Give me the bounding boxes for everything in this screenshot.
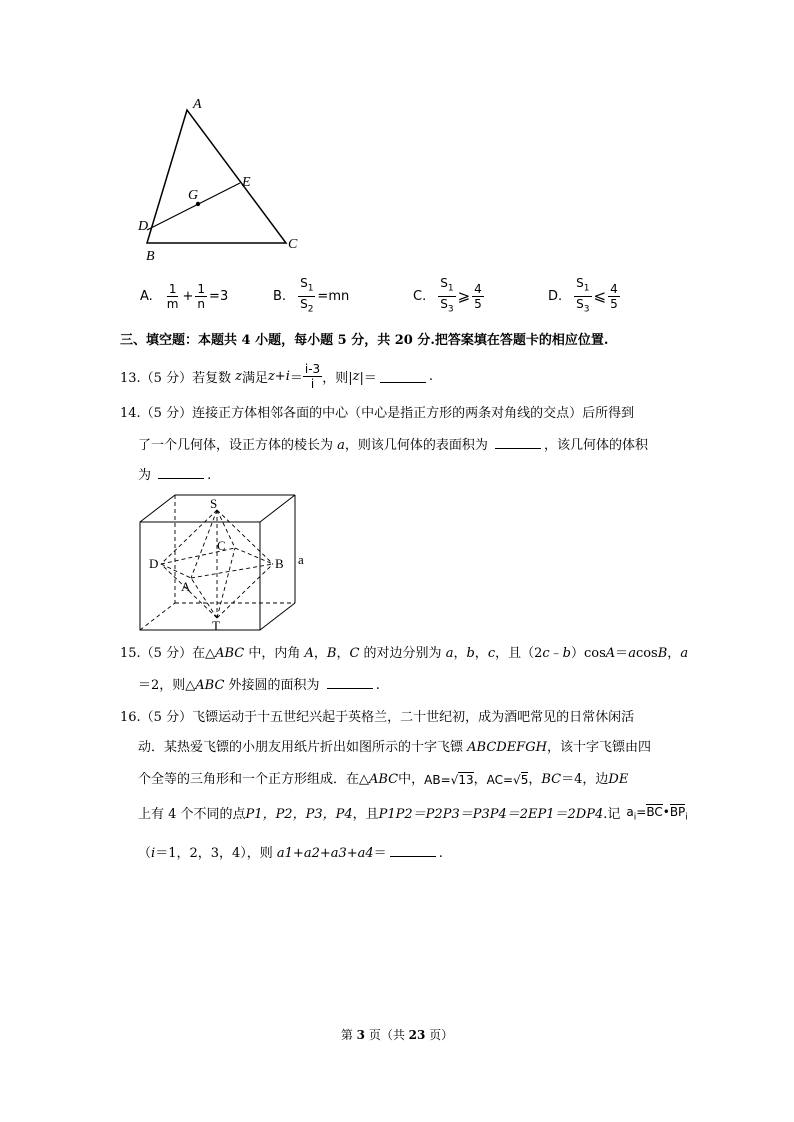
label-a: a <box>298 552 304 567</box>
vector-expression: $a_i=BC•BP_i$ <box>626 805 688 823</box>
triangle-figure <box>130 90 310 265</box>
fraction-1-m: $\frac{1}{m}$ <box>166 281 179 311</box>
fraction-1-n: $\frac{1}{n}$ <box>197 281 206 311</box>
page-footer: 第 3 页（共 23 页） <box>340 1028 454 1042</box>
label-T: T <box>212 618 220 633</box>
fraction-s1-s3: $\frac{S_1}{S_3}$ <box>576 276 590 314</box>
option-a: A. $\frac{1}{m}$ + $\frac{1}{n}$ =3 <box>140 281 229 311</box>
label-D: D <box>138 219 149 234</box>
question-16-line-1: 16.（5 分）飞镖运动于十五世纪兴起于英格兰，二十世纪初，成为酒吧常见的日常休闲活 <box>120 710 635 725</box>
label-E: E <box>242 175 251 190</box>
label-C: C <box>217 538 226 553</box>
answer-blank-13 <box>380 370 426 383</box>
question-16-line-2: 动．某热爱飞镖的小朋友用纸片折出如图所示的十字飞镖 ABCDEFGH，该十字飞镖由四 <box>138 740 651 755</box>
answer-blank-16 <box>390 844 436 857</box>
option-b-label: B. <box>273 288 287 304</box>
label-S: S <box>210 496 218 511</box>
answer-blank-14a <box>495 436 541 449</box>
section-3-heading: 三、填空题：本题共 4 小题，每小题 5 分，共 20 分.把答案填在答题卡的相应位置. <box>120 333 609 348</box>
fraction-s1-s2: $\frac{S_1}{S_2}$ <box>300 276 314 314</box>
label-C: C <box>288 237 298 252</box>
option-c: C. $\frac{S_1}{S_3}$ ⩾ $\frac{4}{5}$ <box>413 276 482 314</box>
label-A: A <box>193 97 202 112</box>
option-d: D. $\frac{S_1}{S_3}$ ⩽ $\frac{4}{5}$ <box>548 276 618 314</box>
question-16-line-3: 个全等的三角形和一个正方形组成．在△ ABC 中， AB= √13 ， AC= √5 ， BC ＝4，边 DE <box>138 772 629 787</box>
label-G: G <box>188 188 199 203</box>
cube-figure <box>135 492 315 637</box>
question-16-line-5: （i＝1，2，3，4），则 a1+a2+a3+a4＝ . <box>138 846 443 861</box>
fraction-4-5: $\frac{4}{5}$ <box>474 281 482 311</box>
label-B: B <box>146 249 155 264</box>
sqrt-5: √5 <box>513 773 529 787</box>
option-b: B. $\frac{S_1}{S_2}$ =mn <box>273 276 350 314</box>
question-15-line-1: 15.（5 分）在△ABC 中，内角 A，B，C 的对边分别为 a，b，c，且（2c﹣b）cosA＝acosB，a <box>120 646 689 661</box>
question-13: 13.（5 分）若复数 z 满足 z+i ＝ $\frac{i-3}{i}$ ，则| z |＝ . <box>120 361 433 391</box>
question-16-line-4: 上有 4 个不同的点 P1，P2，P3，P4 ，且 P1P2＝P2P3＝P3P4＝2EP1＝2DP4 .记 $a_i=BC•BP_i$ <box>138 804 688 826</box>
question-14-line-1: 14.（5 分）连接正方体相邻各面的中心（中心是指正方形的两条对角线的交点）后所得到 <box>120 406 635 421</box>
answer-blank-14b <box>158 466 204 479</box>
fraction-4-5: $\frac{4}{5}$ <box>610 281 618 311</box>
fraction-i-3-over-i: $\frac{i-3}{i}$ <box>304 361 321 391</box>
option-d-label: D. <box>548 288 563 304</box>
option-a-label: A. <box>140 288 153 304</box>
label-B: B <box>275 556 284 571</box>
question-15-line-2: ＝2，则△ABC 外接圆的面积为 . <box>138 678 380 693</box>
question-14-line-2: 了一个几何体，设正方体的棱长为 a，则该几何体的表面积为 ，该几何体的体积 <box>138 438 649 453</box>
answer-blank-15 <box>327 676 373 689</box>
option-c-label: C. <box>413 288 427 304</box>
label-D: D <box>149 556 159 571</box>
fraction-s1-s3: $\frac{S_1}{S_3}$ <box>440 276 454 314</box>
question-14-line-3: 为 . <box>138 468 212 483</box>
sqrt-13: √13 <box>450 773 474 787</box>
label-A: A <box>181 579 191 594</box>
